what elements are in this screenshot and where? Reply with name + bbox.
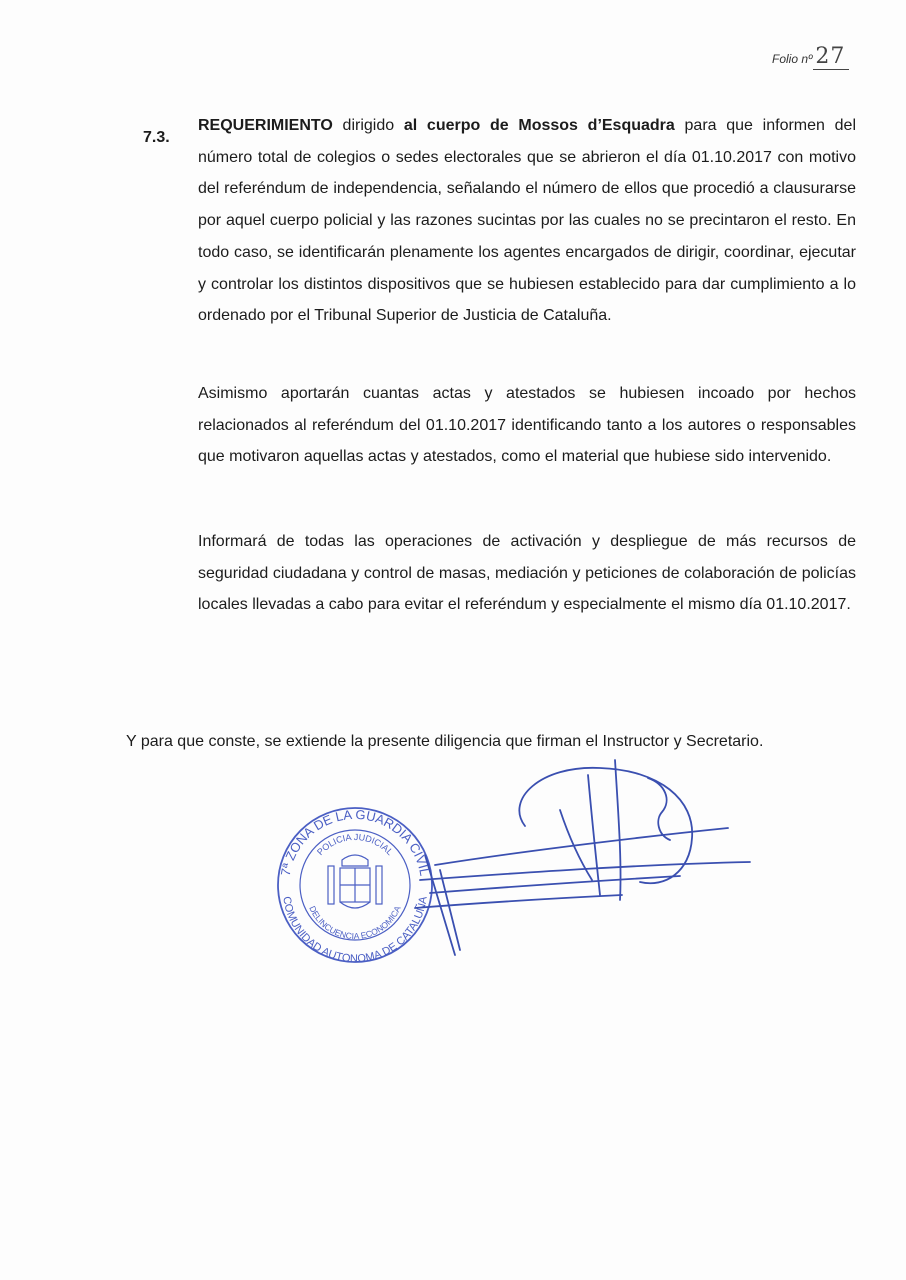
stamp-outer-bottom-text: COMUNIDAD AUTONOMA DE CATALUÑA [280,895,430,966]
stamp-outer-top-text: 7ª ZONA DE LA GUARDIA CIVIL [277,806,433,878]
folio-marker [772,44,849,70]
stamp-inner-top-text: POLICIA JUDICIAL [314,831,396,858]
handwritten-signature [415,760,750,955]
official-stamp [278,807,433,965]
requirement-paragraph [198,110,856,332]
closing-statement: Y para que conste, se extiende la presente diligencia que firman el Instructor y Secretario. [126,733,764,750]
requirement-body: para que informen del número total de colegios o sedes electorales que se abrieron el día 01.10.2017 con motivo del referéndum de independencia, señalando el número de ellos que procedió a clausurarse por aquel cuerpo policial y las razones sucintas por las cuales no se precintaron el resto. En todo caso, se identificarán plenamente los agentes encargados de dirigir, coordinar, ejecutar y controlar los distintos dispositivos que se hubiesen establecido para dar cumplimiento a lo ordenado por el Tribunal Superior de Justicia de Cataluña. [198,117,856,325]
stamp-inner-bottom-text: DELINCUENCIA ECONOMICA [307,904,403,942]
requirement-heading: REQUERIMIENTO [198,117,333,134]
folio-number: 27 [813,44,849,70]
requirement-connector: dirigido [332,117,404,134]
stamp-and-signature [270,740,770,990]
section-number: 7.3. [143,129,170,146]
folio-label: Folio nº [772,52,813,66]
operations-paragraph: Informará de todas las operaciones de activación y despliegue de más recursos de seguridad ciudadana y control de masas, mediación y peticiones de colaboración de policías locales llevadas a cabo para evitar el referéndum y especialmente el mismo día 01.10.2017. [198,533,856,614]
coat-of-arms-icon [328,855,382,908]
requirement-addressee: al cuerpo de Mossos d’Esquadra [403,117,675,134]
records-paragraph: Asimismo aportarán cuantas actas y atestados se hubiesen incoado por hechos relacionados al referéndum del 01.10.2017 identificando tanto a los autores o responsables que motivaron aquellas actas y atestados, como el material que hubiese sido intervenido. [198,385,856,466]
